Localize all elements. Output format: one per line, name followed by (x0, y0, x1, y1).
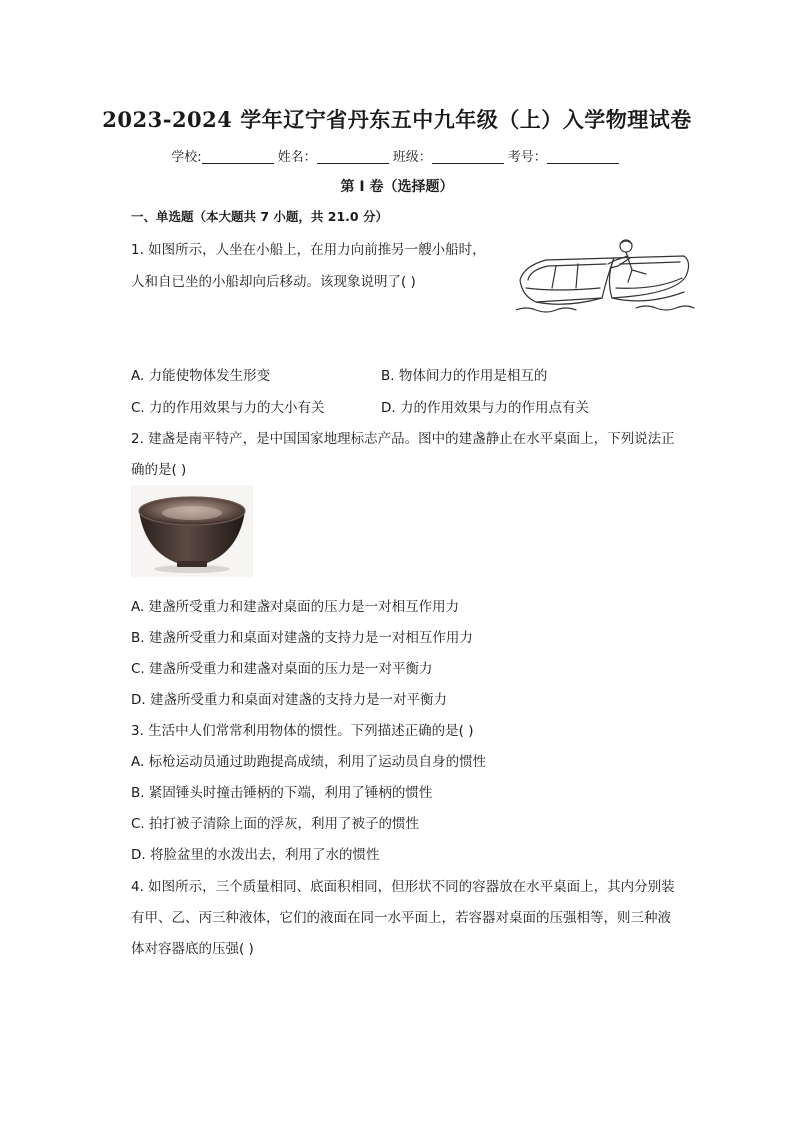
name-label: 姓名： (277, 150, 317, 165)
class-blank[interactable] (432, 149, 504, 164)
exam-title: 2023-2024 学年辽宁省丹东五中九年级（上）入学物理试卷 (102, 107, 692, 132)
q4-line-3: 体对容器底的压强( ) (131, 941, 254, 957)
q3-option-c[interactable]: C. 拍打被子清除上面的浮灰，利用了被子的惯性 (131, 816, 420, 832)
q1-option-b[interactable]: B. 物体间力的作用是相互的 (381, 368, 548, 384)
q2-option-b[interactable]: B. 建盏所受重力和桌面对建盏的支持力是一对相互作用力 (131, 630, 473, 646)
boat-push-illustration (516, 236, 696, 316)
q1-option-d[interactable]: D. 力的作用效果与力的作用点有关 (381, 400, 589, 416)
q2-option-a[interactable]: A. 建盏所受重力和建盏对桌面的压力是一对相互作用力 (131, 599, 460, 615)
exam-number-label: 考号： (507, 150, 547, 165)
q3-line-1: 3. 生活中人们常常利用物体的惯性。下列描述正确的是( ) (131, 723, 474, 739)
school-blank[interactable] (202, 149, 274, 164)
part-heading: 第 I 卷（选择题） (340, 179, 454, 195)
q2-line-2: 确的是( ) (131, 462, 187, 478)
exam-number-blank[interactable] (547, 149, 619, 164)
section-heading: 一、单选题（本大题共 7 小题，共 21.0 分） (131, 209, 388, 224)
jian-tea-bowl-photo (131, 485, 253, 577)
q1-option-a[interactable]: A. 力能使物体发生形变 (131, 368, 271, 384)
q3-option-a[interactable]: A. 标枪运动员通过助跑提高成绩，利用了运动员自身的惯性 (131, 754, 487, 770)
q2-option-d[interactable]: D. 建盏所受重力和桌面对建盏的支持力是一对平衡力 (131, 692, 447, 708)
q3-option-b[interactable]: B. 紧固锤头时撞击锤柄的下端，利用了锤柄的惯性 (131, 785, 433, 801)
q1-line-1: 1. 如图所示，人坐在小船上，在用力向前推另一艘小船时， (131, 242, 486, 258)
name-blank[interactable] (317, 149, 389, 164)
q2-line-1: 2. 建盏是南平特产，是中国国家地理标志产品。图中的建盏静止在水平桌面上，下列说法正 (131, 431, 675, 447)
school-label: 学校: (171, 150, 202, 165)
q3-option-d[interactable]: D. 将脸盆里的水泼出去，利用了水的惯性 (131, 847, 380, 863)
q2-option-c[interactable]: C. 建盏所受重力和建盏对桌面的压力是一对平衡力 (131, 661, 433, 677)
student-info-row (0, 146, 794, 165)
q4-line-1: 4. 如图所示，三个质量相同、底面积相同，但形状不同的容器放在水平桌面上，其内分别装 (131, 879, 675, 895)
q4-line-2: 有甲、乙、丙三种液体，它们的液面在同一水平面上，若容器对桌面的压强相等，则三种液 (131, 910, 671, 926)
q1-line-2: 人和自已坐的小船却向后移动。该现象说明了( ) (131, 274, 416, 290)
class-label: 班级： (392, 150, 432, 165)
q1-option-c[interactable]: C. 力的作用效果与力的大小有关 (131, 400, 325, 416)
